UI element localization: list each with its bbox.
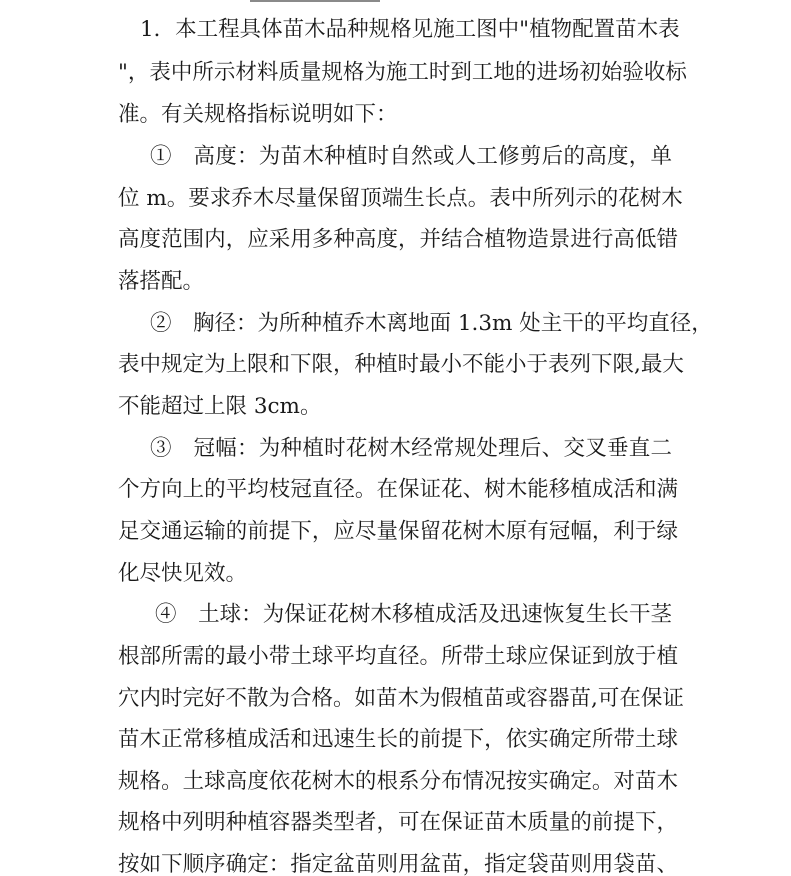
cropped-text-fragment (250, 0, 380, 2)
text-line: "，表中所示材料质量规格为施工时到工地的进场初始验收标 (118, 60, 687, 85)
text-line: 化尽快见效。 (118, 561, 248, 586)
text-line: 苗木正常移植成活和迅速生长的前提下，依实确定所带土球 (118, 727, 678, 752)
text-line: ③ 冠幅：为种植时花树木经常规处理后、交叉垂直二 (150, 436, 672, 461)
text-line: 表中规定为上限和下限，种植时最小不能小于表列下限,最大 (118, 352, 684, 377)
text-line: 规格中列明种植容器类型者，可在保证苗木质量的前提下， (118, 810, 678, 835)
text-line: 穴内时完好不散为合格。如苗木为假植苗或容器苗,可在保证 (118, 686, 684, 711)
text-line: 规格。土球高度依花树木的根系分布情况按实确定。对苗木 (118, 769, 678, 794)
text-line: ① 高度：为苗木种植时自然或人工修剪后的高度，单 (150, 144, 672, 169)
text-line: 高度范围内，应采用多种高度，并结合植物造景进行高低错 (118, 227, 678, 252)
text-line: 1．本工程具体苗木品种规格见施工图中"植物配置苗木表 (140, 17, 680, 42)
text-line: ② 胸径：为所种植乔木离地面 1.3m 处主干的平均直径， (150, 311, 713, 336)
text-line: 足交通运输的前提下，应尽量保留花树木原有冠幅，利于绿 (118, 519, 678, 544)
text-line: 位 m。要求乔木尽量保留顶端生长点。表中所列示的花树木 (118, 186, 683, 211)
text-line: 根部所需的最小带土球平均直径。所带土球应保证到放于植 (118, 644, 678, 669)
text-line: 个方向上的平均枝冠直径。在保证花、树木能移植成活和满 (118, 477, 678, 502)
text-line: 落搭配。 (118, 269, 205, 294)
text-line: ④ 土球：为保证花树木移植成活及迅速恢复生长干茎 (155, 602, 672, 627)
text-line: 不能超过上限 3cm。 (118, 394, 322, 419)
text-line: 按如下顺序确定：指定盆苗则用盆苗，指定袋苗则用袋苗、 (118, 852, 678, 876)
text-line: 准。有关规格指标说明如下： (118, 102, 398, 127)
